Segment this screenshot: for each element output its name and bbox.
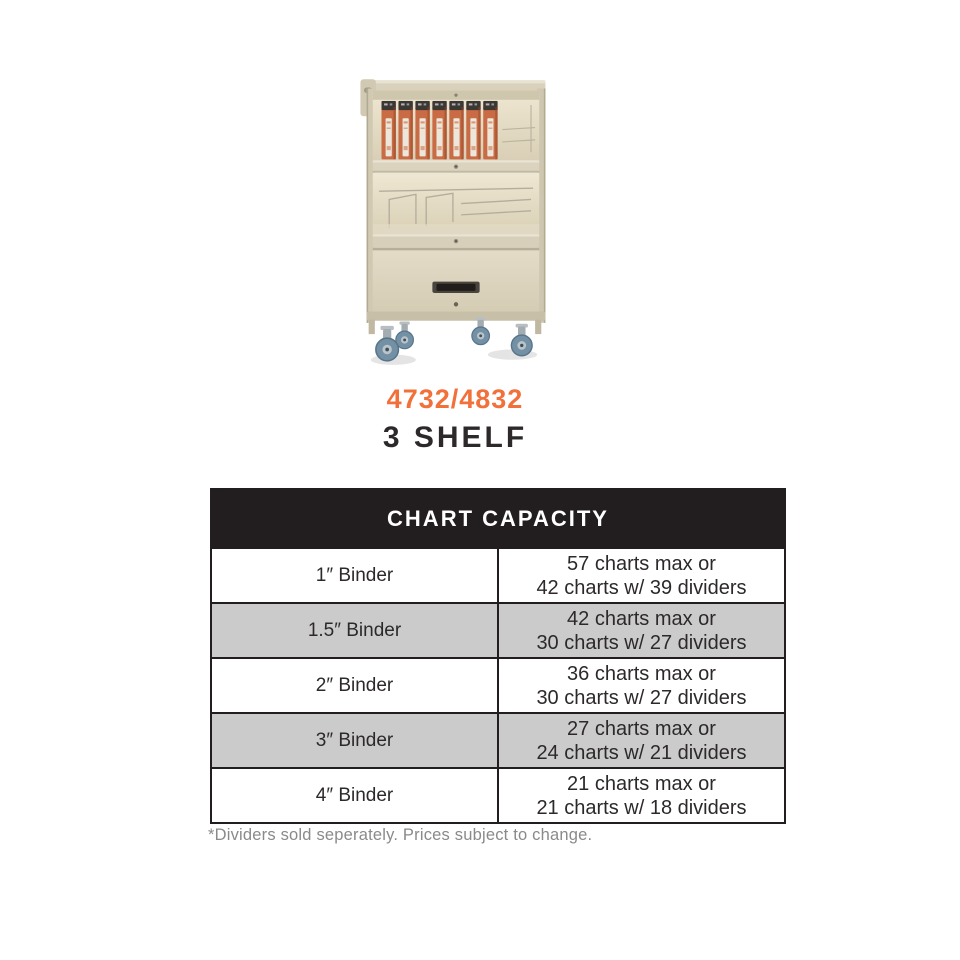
cabinet-lock — [454, 302, 458, 306]
capacity-line-2: 30 charts w/ 27 dividers — [536, 631, 747, 654]
table-header-row — [211, 489, 785, 548]
binder-size-cell: 1″ Binder — [211, 548, 498, 603]
casters-group — [369, 317, 542, 360]
capacity-cell — [498, 713, 785, 768]
binders-group — [382, 101, 498, 160]
binder — [398, 101, 412, 160]
caster-wheel — [472, 317, 490, 344]
table-row — [211, 768, 785, 823]
capacity-line-1: 36 charts max or — [567, 662, 716, 685]
caster-wheel — [396, 322, 414, 349]
capacity-cell — [498, 658, 785, 713]
capacity-cell — [498, 603, 785, 658]
capacity-line-1: 57 charts max or — [567, 552, 716, 575]
capacity-line-2: 24 charts w/ 21 dividers — [536, 741, 747, 764]
footnote: *Dividers sold seperately. Prices subject to change. — [208, 826, 593, 844]
binder — [432, 101, 446, 160]
product-figure — [358, 70, 554, 368]
caster-wheel — [376, 326, 399, 361]
table-row — [211, 658, 785, 713]
chart-capacity-table — [210, 488, 786, 824]
table-title: CHART CAPACITY — [211, 489, 785, 548]
capacity-line-1: 21 charts max or — [567, 772, 716, 795]
capacity-line-2: 30 charts w/ 27 dividers — [536, 686, 747, 709]
caster-wheel — [511, 324, 532, 356]
capacity-line-2: 42 charts w/ 39 dividers — [536, 576, 747, 599]
capacity-cell — [498, 548, 785, 603]
table-row — [211, 548, 785, 603]
binder — [382, 101, 396, 160]
table-row — [211, 713, 785, 768]
top-shelf — [373, 91, 539, 174]
binder-size-cell: 3″ Binder — [211, 713, 498, 768]
binder — [415, 101, 429, 160]
binder-size-cell: 4″ Binder — [211, 768, 498, 823]
capacity-cell — [498, 768, 785, 823]
binder — [466, 101, 480, 160]
binder-size-cell: 1.5″ Binder — [211, 603, 498, 658]
bottom-cabinet — [367, 248, 546, 321]
product-model: 4732/4832 — [386, 384, 524, 414]
capacity-line-2: 21 charts w/ 18 dividers — [536, 796, 747, 819]
chart-cart-image — [358, 70, 554, 368]
table-row — [211, 603, 785, 658]
capacity-line-1: 27 charts max or — [567, 717, 716, 740]
middle-shelf — [373, 173, 539, 248]
binder — [449, 101, 463, 160]
product-name: 3 SHELF — [382, 421, 528, 454]
binder — [483, 101, 497, 160]
capacity-line-1: 42 charts max or — [567, 607, 716, 630]
binder-size-cell: 2″ Binder — [211, 658, 498, 713]
